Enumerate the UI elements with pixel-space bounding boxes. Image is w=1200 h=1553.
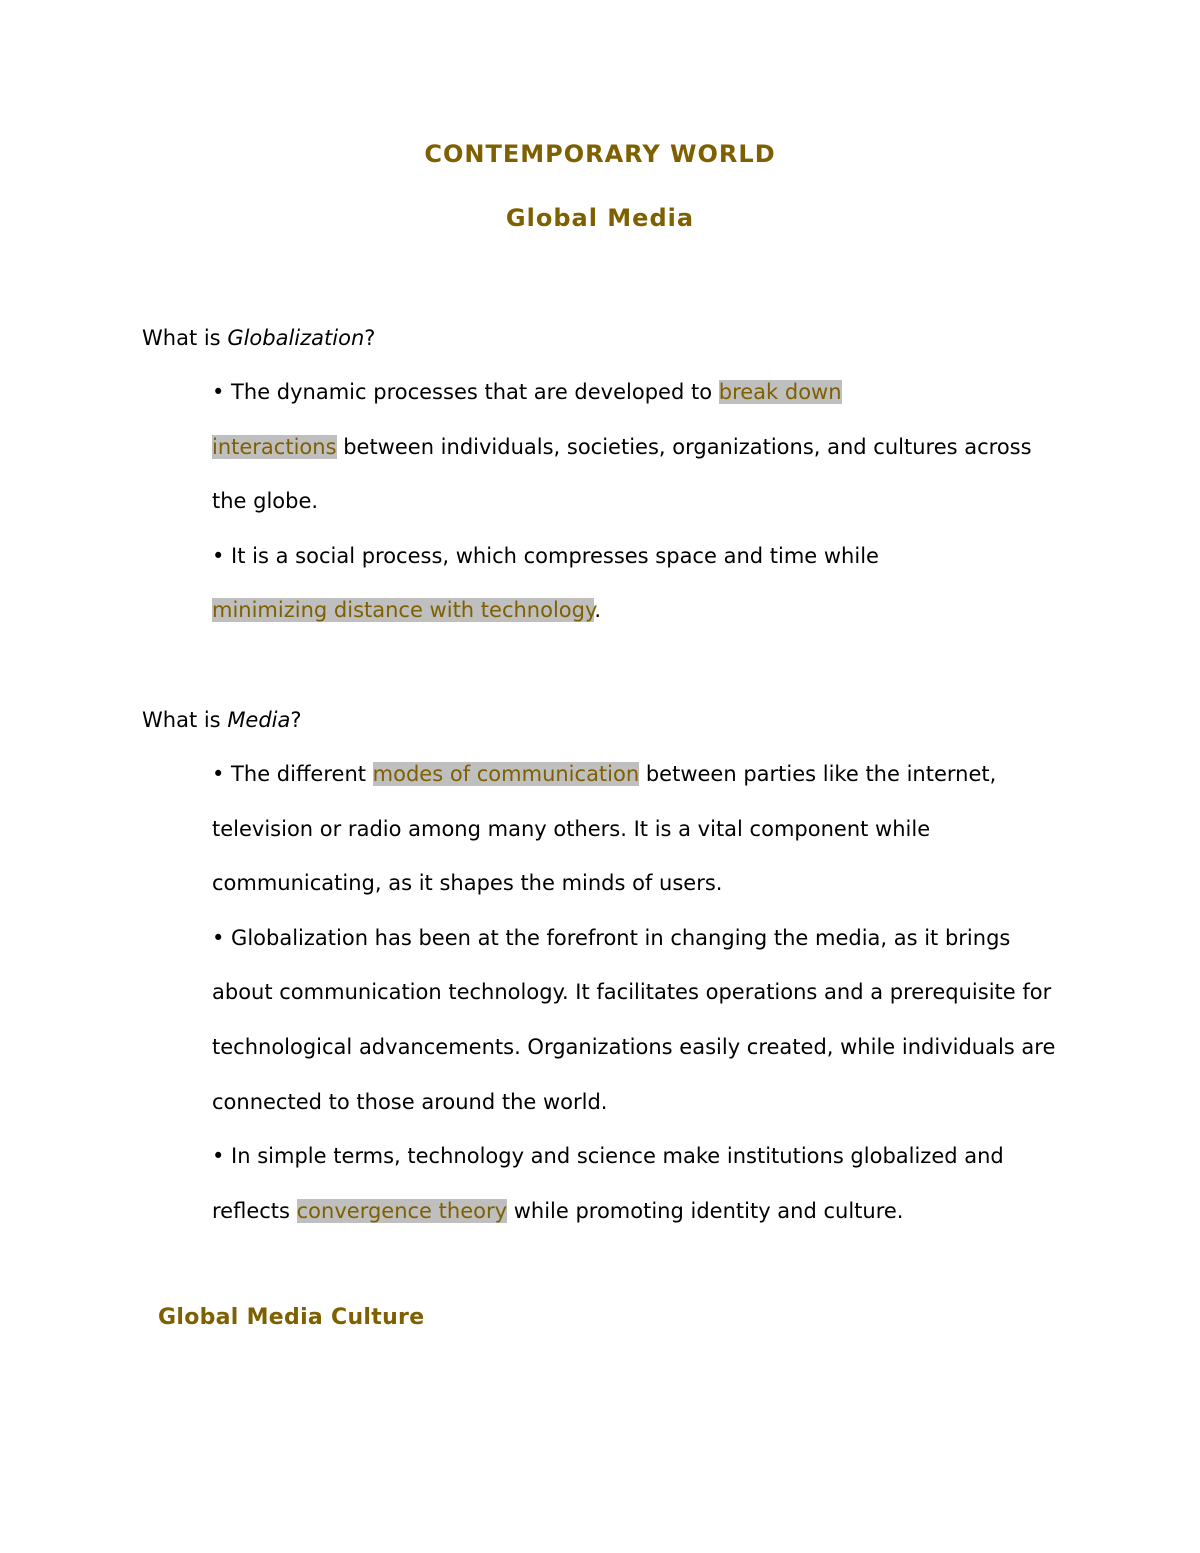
highlight-break-down: break down [718,380,842,404]
globalization-bullet-2 [212,529,1072,638]
question-term: Globalization [227,326,365,350]
bullet-text: • It is a social process, which compresses space and time while [212,543,879,568]
media-bullet-1 [212,747,1072,911]
document-subtitle: Global Media [505,204,695,232]
bullet-text: • The dynamic processes that are developed to [212,380,719,404]
question-suffix: ? [290,708,302,732]
highlight-convergence-theory: convergence theory [296,1198,508,1223]
question-prefix: What is [142,708,228,732]
media-bullets [212,747,1072,1238]
question-prefix: What is [142,326,228,350]
bullet-text: while promoting identity and culture. [507,1198,904,1223]
bullet-text: between individuals, societies, organizations, and cultures across the globe. [212,434,1032,514]
highlight-modes-of-communication: modes of communication [372,762,640,786]
globalization-bullets [212,365,1072,638]
bullet-text: . [594,598,602,623]
media-bullet-2: • Globalization has been at the forefront in changing the media, as it brings about communication technology. It facilitates operations and a prerequisite for technological advancements. Organizations easily created, while individuals are connected to those around the world. [212,925,1056,1114]
bullet-text: • In simple terms, technology and science make institutions globalized and reflects [212,1144,1004,1223]
bullet-text: between parties like the internet, television or radio among many others. It is a vital component while communicating, as it shapes the minds of users. [212,762,997,896]
media-question [142,703,302,737]
question-term: Media [227,708,291,732]
section-heading: Global Media Culture [158,1305,425,1330]
globalization-bullet-1 [212,365,1072,529]
media-bullet-3 [212,1129,1072,1238]
highlight-minimizing-distance: minimizing distance with technology [212,598,595,623]
bullet-text: • The different [212,762,373,786]
document-title: CONTEMPORARY WORLD [424,140,776,168]
globalization-question [142,321,375,355]
question-suffix: ? [364,326,376,350]
highlight-interactions: interactions [212,434,337,459]
